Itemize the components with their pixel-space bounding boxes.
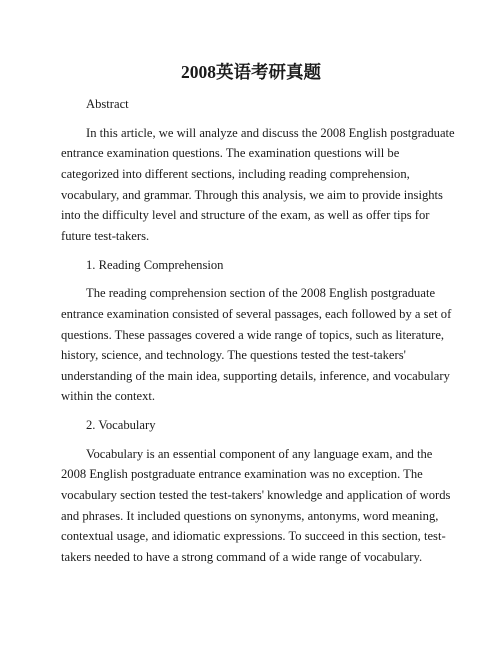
section-heading-reading: 1. Reading Comprehension bbox=[86, 257, 224, 272]
document-title: 2008英语考研真题 bbox=[181, 62, 321, 82]
section-heading-vocabulary: 2. Vocabulary bbox=[86, 418, 156, 433]
section-body-reading: The reading comprehension section of the 2008 English postgraduate entrance examination consisted of several passages, each followed by a set of questions. These passages covered a wide range of topics, such as literature, history, science, and technology. The questions tested the test-takers' understanding of the main idea, supporting details, inference, and vocabulary within the context. bbox=[61, 286, 452, 404]
section-body-vocabulary: Vocabulary is an essential component of any language exam, and the 2008 English postgraduate entrance examination was no exception. The vocabulary section tested the test-takers' knowledge and application of words and phrases. It included questions on synonyms, antonyms, word meaning, contextual usage, and idiomatic expressions. To succeed in this section, test-takers needed to have a strong command of a wide range of vocabulary. bbox=[61, 446, 451, 564]
abstract-label: Abstract bbox=[86, 97, 129, 111]
intro-paragraph: In this article, we will analyze and discuss the 2008 English postgraduate entrance examination questions. The examination questions will be categorized into different sections, including reading comprehension, vocabulary, and grammar. Through this analysis, we aim to provide insights into the difficulty level and structure of the exam, as well as offer tips for future test-takers. bbox=[61, 125, 455, 243]
document-body bbox=[61, 94, 456, 576]
